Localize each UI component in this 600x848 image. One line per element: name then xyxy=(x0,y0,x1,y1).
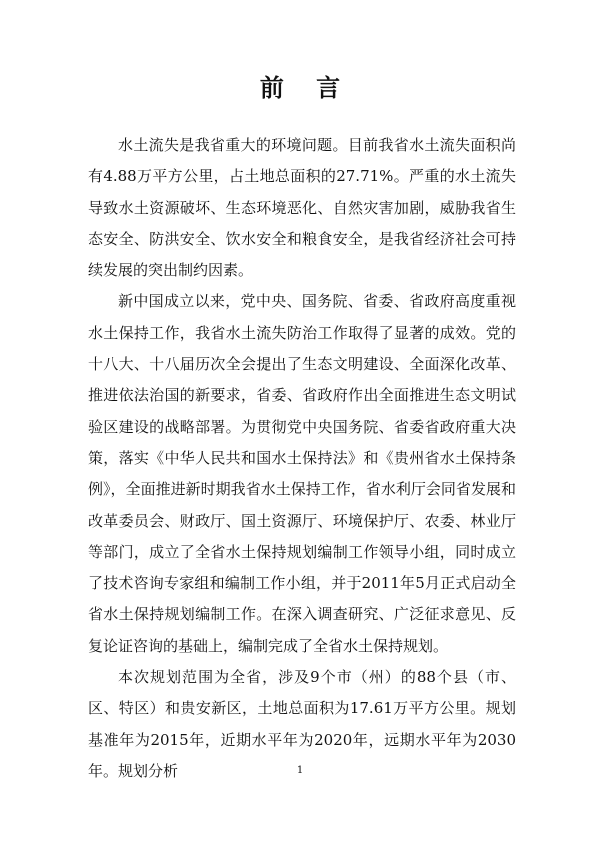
page-number: 1 xyxy=(296,765,304,776)
body-text xyxy=(88,130,516,787)
paragraph-2: 新中国成立以来，党中央、国务院、省委、省政府高度重视水土保持工作，我省水土流失防治工作取得了显著的成效。党的十八大、十八届历次全会提出了生态文明建设、全面深化改革、推进依法治国的新要求，省委、省政府作出全面推进生态文明试验区建设的战略部署。为贯彻党中央国务院、省委省政府重大决策，落实《中华人民共和国水土保持法》和《贵州省水土保持条例》，全面推进新时期我省水土保持工作，省水利厅会同省发展和改革委员会、财政厅、国土资源厅、环境保护厅、农委、林业厅等部门，成立了全省水土保持规划编制工作领导小组，同时成立了技术咨询专家组和编制工作小组，并于2011年5月正式启动全省水土保持规划编制工作。在深入调查研究、广泛征求意见、反复论证咨询的基础上，编制完成了全省水土保持规划。 xyxy=(88,292,516,655)
paragraph-1: 水土流失是我省重大的环境问题。目前我省水土流失面积尚有4.88万平方公里，占土地总面积的27.71%。严重的水土流失导致水土资源破坏、生态环境恶化、自然灾害加剧，威胁我省生态安全、防洪安全、饮水安全和粮食安全，是我省经济社会可持续发展的突出制约因素。 xyxy=(88,136,516,280)
paragraph-3: 本次规划范围为全省，涉及9个市（州）的88个县（市、区、特区）和贵安新区，土地总面积为17.61万平方公里。规划基准年为2015年，近期水平年为2020年，远期水平年为2030年。规划分析 xyxy=(88,668,516,780)
page-title: 前 言 xyxy=(259,73,353,102)
